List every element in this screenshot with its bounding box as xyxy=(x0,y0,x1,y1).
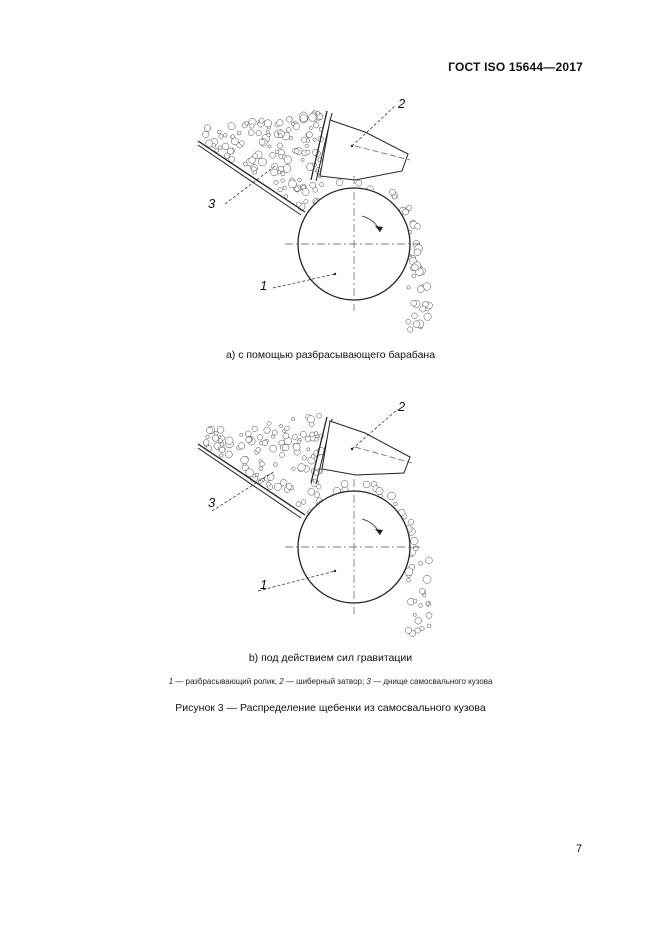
gravel-stone xyxy=(227,148,233,154)
gravel-stone xyxy=(298,464,306,472)
gravel-stone xyxy=(406,319,411,324)
gravel-stone xyxy=(248,130,254,136)
gravel-stone xyxy=(313,187,318,192)
gravel-stone xyxy=(309,126,312,129)
gravel-stone xyxy=(407,286,410,289)
legend-item1-num: 1 xyxy=(168,677,174,686)
gravel-stone xyxy=(271,169,278,176)
gravel-stone xyxy=(286,127,291,132)
gravel-stone xyxy=(274,180,278,184)
gravel-stone xyxy=(294,149,299,154)
standard-header: ГОСТ ISO 15644—2017 xyxy=(448,60,583,74)
gravel-stone xyxy=(289,180,297,188)
gravel-stone xyxy=(293,444,300,451)
gravel-stone xyxy=(306,150,310,154)
gravel-stone xyxy=(218,438,222,442)
gravel-stone xyxy=(244,162,248,166)
gravel-stone xyxy=(313,138,316,141)
gravel-stone xyxy=(260,462,265,467)
gravel-stone xyxy=(286,484,292,490)
leader-3 xyxy=(225,166,275,204)
gravel-stone xyxy=(414,249,421,256)
gravel-stone xyxy=(271,435,274,438)
gravel-stone xyxy=(314,432,318,436)
gravel-stone xyxy=(268,145,271,148)
gravel-stone xyxy=(426,612,432,618)
gravel-stone xyxy=(419,561,423,565)
gravel-stone xyxy=(423,575,431,583)
gravel-stone xyxy=(259,118,264,123)
leader-1-dot xyxy=(334,273,336,275)
leader-2-dot xyxy=(351,145,353,147)
gravel-stone xyxy=(280,480,287,487)
label-floor: 3 xyxy=(208,196,216,211)
leader-2-dot xyxy=(351,448,353,450)
leader-1-dot xyxy=(334,570,336,572)
gravel-stone xyxy=(388,492,396,500)
gravel-stone xyxy=(308,488,315,495)
gravel-stone xyxy=(278,134,282,138)
gravel-stone xyxy=(304,200,308,204)
gravel-stone xyxy=(287,117,293,123)
gravel-stone xyxy=(315,438,319,442)
gravel-stone xyxy=(419,604,423,608)
gravel-stone xyxy=(220,442,224,446)
gravel-stone xyxy=(412,274,416,278)
gravel-stone xyxy=(336,179,343,186)
gravel-stone xyxy=(307,416,314,423)
gravel-stone xyxy=(225,451,232,458)
gravel-stone xyxy=(272,430,277,435)
gravel-stone xyxy=(306,139,310,143)
gravel-stone xyxy=(250,124,254,128)
gravel-stone xyxy=(267,482,271,486)
gravel-stone xyxy=(302,188,309,195)
label-roller: 1 xyxy=(260,278,268,293)
gravel-stone xyxy=(252,426,257,431)
gravel-stone xyxy=(415,628,420,633)
gravel-stone xyxy=(424,313,431,320)
gravel-stone xyxy=(301,500,306,505)
figure-legend xyxy=(0,677,661,686)
gravel-stone xyxy=(301,158,304,161)
gravel-stone xyxy=(206,435,209,438)
label-floor: 3 xyxy=(208,495,216,510)
gravel-stone xyxy=(267,421,271,425)
gravel-stone xyxy=(217,130,221,134)
gravel-stone xyxy=(256,130,261,135)
gravel-stone xyxy=(289,136,292,139)
gravel-stone xyxy=(219,134,223,138)
figure-b-svg xyxy=(180,399,450,639)
label-roller: 1 xyxy=(260,577,268,592)
gravel-stone xyxy=(295,187,300,192)
gravel-stone xyxy=(275,150,279,154)
legend-item2-num: 2 xyxy=(279,677,284,686)
gravel-stone xyxy=(226,437,234,445)
gravel-stone xyxy=(407,578,411,582)
gravel-stone xyxy=(203,440,209,446)
figure-a-drawing xyxy=(180,96,450,336)
legend-item3-text: — днище самосвального кузова xyxy=(370,677,493,686)
gravel-stone xyxy=(280,452,285,457)
gravel-stone xyxy=(240,433,243,436)
gravel-stone xyxy=(277,120,283,126)
gravel-stone xyxy=(270,445,277,452)
legend-item2-text: — шиберный затвор; xyxy=(283,677,367,686)
label-gate: 2 xyxy=(398,96,406,111)
gravel-stone xyxy=(278,171,281,174)
gravel-stone xyxy=(253,171,257,175)
label-gate: 2 xyxy=(398,399,406,414)
gravel-stone xyxy=(415,618,422,625)
gravel-stone xyxy=(277,143,282,148)
gravel-stone xyxy=(376,487,383,494)
gravel-stone xyxy=(240,141,245,146)
gravel-stone xyxy=(231,138,238,145)
gravel-stone xyxy=(405,627,412,634)
gravel-stone xyxy=(274,463,278,467)
gravel-stone xyxy=(282,444,289,451)
gravel-stone xyxy=(300,431,306,437)
gravel-stone xyxy=(301,137,306,142)
gravel-stone xyxy=(266,130,269,133)
gravel-stone xyxy=(413,599,417,603)
gravel-stone xyxy=(258,158,266,166)
gravel-stone xyxy=(412,313,418,319)
gravel-stone xyxy=(341,481,348,488)
gravel-stone xyxy=(291,122,294,125)
gravel-stone xyxy=(314,123,319,128)
gravel-stone xyxy=(413,321,420,328)
gravel-stone xyxy=(218,146,222,150)
gravel-stone xyxy=(204,125,211,132)
gravel-stone xyxy=(420,588,426,594)
gravel-stone xyxy=(403,209,409,215)
gravel-stone xyxy=(237,131,241,135)
gravel-stone xyxy=(423,301,429,307)
figure-a-svg xyxy=(180,96,450,336)
gravel-stone xyxy=(292,418,295,421)
gravel-stone xyxy=(259,139,265,145)
gravel-stone xyxy=(281,172,285,176)
gravel-stone xyxy=(426,602,430,606)
gravel-stone xyxy=(228,123,235,130)
gravel-stone xyxy=(390,189,396,195)
gravel-stone xyxy=(212,435,218,441)
figure-a-caption: а) с помощью разбрасывающего барабана xyxy=(225,349,436,361)
gravel-stone xyxy=(305,436,310,441)
gravel-stone xyxy=(412,264,419,271)
gravel-stone xyxy=(238,443,244,449)
gravel-stone xyxy=(259,467,263,471)
gravel-stone xyxy=(411,537,419,545)
legend-item3-num: 3 xyxy=(366,677,371,686)
gravel-stone xyxy=(307,448,310,451)
gate-housing-icon xyxy=(320,120,408,180)
gravel-stone xyxy=(285,426,290,431)
gravel-stone xyxy=(278,187,282,191)
gravel-stone xyxy=(316,111,320,115)
gravel-stone xyxy=(356,180,362,186)
gravel-stone xyxy=(394,502,398,506)
figure-title: Рисунок 3 — Распределение щебенки из самосвального кузова xyxy=(175,702,486,714)
gate-housing-icon xyxy=(322,421,410,475)
gravel-stone xyxy=(316,484,321,489)
gravel-stone xyxy=(280,424,283,427)
gravel-stone xyxy=(297,440,301,444)
gravel-stone xyxy=(223,133,227,137)
gravel-stone xyxy=(363,481,370,488)
page-number: 7 xyxy=(576,843,583,855)
gravel-stone xyxy=(262,440,267,445)
gravel-stone xyxy=(283,186,286,189)
gravel-stone xyxy=(283,165,291,173)
gravel-stone xyxy=(309,114,317,122)
gravel-stone xyxy=(427,624,431,628)
gravel-stone xyxy=(284,156,292,164)
gravel-stone xyxy=(246,437,252,443)
figure-b-caption: b) под действием сил гравитации xyxy=(248,652,413,664)
gravel-stone xyxy=(392,195,396,199)
gravel-stone xyxy=(292,467,296,471)
gravel-stone xyxy=(306,132,312,138)
gravel-stone xyxy=(296,502,301,507)
gravel-stone xyxy=(302,456,306,460)
gravel-stone xyxy=(267,474,274,481)
gravel-stone xyxy=(246,469,254,477)
gravel-stone xyxy=(283,433,289,439)
gravel-stone xyxy=(217,426,224,433)
gravel-stone xyxy=(413,613,416,616)
gravel-stone xyxy=(300,115,307,122)
gravel-stone xyxy=(281,179,285,183)
gravel-stone xyxy=(305,144,309,148)
gravel-stone xyxy=(415,223,421,229)
gravel-stone xyxy=(257,435,263,441)
gravel-stone xyxy=(292,434,297,439)
gravel-stone xyxy=(202,131,209,138)
gravel-stone xyxy=(409,519,414,524)
gravel-stone xyxy=(245,122,249,126)
gravel-stone xyxy=(207,427,213,433)
figure-b-drawing xyxy=(180,399,450,639)
gravel-stone xyxy=(219,447,225,453)
gravel-stone xyxy=(309,422,314,427)
gravel-stone xyxy=(270,152,276,158)
gravel-stone xyxy=(417,286,424,293)
gravel-stone xyxy=(256,448,261,453)
legend-item1-text: — разбрасывающий ролик, xyxy=(173,677,280,686)
gravel-stone xyxy=(249,157,256,164)
gravel-stone xyxy=(317,413,322,418)
gravel-stone xyxy=(411,300,417,306)
gravel-stone xyxy=(426,557,433,564)
gravel-stone xyxy=(408,327,413,332)
gravel-stone xyxy=(298,178,302,182)
gravel-stone xyxy=(214,431,218,435)
gravel-stone xyxy=(264,120,271,127)
gravel-stone xyxy=(220,454,224,458)
gravel-stone xyxy=(320,183,324,187)
gravel-stone xyxy=(264,427,270,433)
gravel-stone xyxy=(241,456,249,464)
